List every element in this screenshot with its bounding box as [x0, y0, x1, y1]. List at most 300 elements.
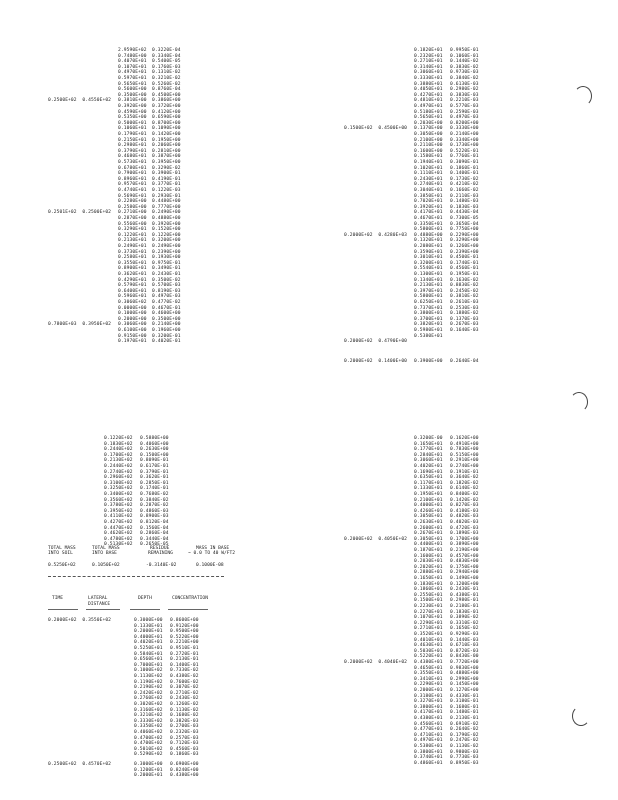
header-underline-3: [130, 609, 160, 610]
value-cell: 0.1000E+00: [118, 311, 147, 317]
value-cell: 0.4560E-01: [450, 266, 479, 272]
value-cell: 0.5220E+01: [414, 654, 443, 660]
value-cell: 0.9290E-03: [450, 632, 479, 637]
value-cell: 0.3550E+01: [118, 260, 147, 266]
value-cell: 0.1070E+01: [118, 64, 147, 70]
concentration-cell: 0.4560E-03: [170, 746, 199, 752]
value-cell: 0.4330E-01: [450, 693, 479, 699]
value-cell: 0.8270E-03: [450, 503, 479, 509]
value-cell: 0.7720E+00: [450, 660, 479, 665]
value-cell: 0.3340E+00: [450, 137, 479, 143]
value-cell: 0.3920E+00: [152, 221, 181, 227]
value-cell: 0.7480E+00: [118, 53, 147, 59]
value-cell: 0.4020E+01: [414, 464, 443, 469]
value-cell: 0.3920E+00: [118, 104, 147, 109]
value-cell: 0.2270E+01: [414, 609, 443, 615]
value-cell: 0.5540E+01: [414, 266, 443, 272]
value-cell: 0.3410E+01: [414, 676, 443, 682]
concentration-cell: 0.3820E-03: [170, 718, 199, 724]
value-cell: 0.2430E+01: [414, 176, 443, 182]
value-cell: 0.3140E+01: [414, 64, 443, 70]
value-cell: 0.1060E+01: [118, 126, 147, 132]
value-cell: 0.8950E-03: [450, 760, 479, 766]
value-cell: 0.2870E-02: [140, 503, 169, 509]
value-cell: 0.2100E+00: [414, 137, 443, 143]
depth-cell: 0.1000E+02: [134, 668, 163, 674]
row-label: 0.2000E+02 0.1400E+00: [344, 358, 408, 364]
value-cell: 0.1820E+01: [414, 48, 443, 53]
value-cell: 0.2650E-05: [140, 542, 169, 548]
value-cell: 0.5130E+02: [104, 542, 133, 548]
value-cell: 0.4260E+01: [414, 508, 443, 514]
depth-cell: 0.5250E+01: [134, 646, 163, 651]
value-cell: 0.1750E+00: [450, 564, 479, 570]
value-cell: 0.2320E+01: [414, 53, 443, 59]
value-cell: 0.4810E+01: [414, 98, 443, 104]
depth-cell: 0.5010E+02: [134, 746, 163, 752]
value-cell: 0.5730E+01: [118, 160, 147, 165]
value-cell: 0.2130E-01: [450, 716, 479, 721]
value-cell: 0.5800E+01: [414, 227, 443, 233]
value-cell: 0.4480E+00: [152, 199, 181, 205]
value-cell: 0.5790E+01: [118, 283, 147, 289]
value-cell: 0.4210E-02: [450, 182, 479, 188]
value-cell: 0.3250E+02: [104, 486, 133, 492]
summary-h3b: REMAINING: [148, 551, 173, 556]
value-cell: 0.3790E-01: [140, 469, 169, 475]
summary-h1: TOTAL MASS: [48, 546, 76, 551]
value-cell: 0.3890E+00: [450, 542, 479, 548]
summary-h4: MASS IN BASE: [196, 546, 230, 551]
value-cell: 0.3050E+00: [414, 132, 443, 137]
concentration-cell: 0.1860E-03: [170, 752, 199, 758]
value-cell: 0.1440E-03: [450, 637, 479, 643]
value-cell: 0.2110E+00: [414, 143, 443, 149]
value-cell: 0.2910E+00: [450, 458, 479, 464]
value-cell: 0.9750E-01: [152, 260, 181, 266]
depth-cell: 0.2760E+02: [134, 696, 163, 702]
value-cell: 0.2710E+00: [118, 210, 147, 216]
value-cell: 0.9830E+00: [450, 665, 479, 671]
value-cell: 0.1260E+00: [450, 244, 479, 249]
summary-h3: RESIDUE: [150, 546, 170, 551]
depth-cell: 0.2420E+02: [134, 690, 163, 696]
value-cell: 0.3740E+01: [414, 755, 443, 761]
value-cell: 0.8700E+00: [152, 120, 181, 126]
value-cell: 0.3180E-01: [450, 699, 479, 705]
value-cell: 0.2470E-02: [450, 738, 479, 744]
value-cell: 0.3500E+00: [152, 316, 181, 322]
value-cell: 0.2110E-03: [450, 193, 479, 199]
depth-cell: 0.1330E+01: [134, 623, 163, 629]
value-cell: 0.9950E-01: [450, 48, 479, 53]
value-cell: 0.1600E+01: [414, 553, 443, 559]
value-cell: 0.3350E+01: [414, 221, 443, 227]
value-cell: 0.2670E-03: [450, 322, 479, 328]
value-cell: 0.4430E-04: [450, 210, 479, 216]
value-cell: 0.2490E+00: [152, 244, 181, 249]
value-cell: 0.1480E-01: [450, 710, 479, 716]
value-cell: 0.1650E+01: [414, 441, 443, 447]
header-underline-2: [86, 609, 120, 610]
value-cell: 0.3970E+01: [414, 288, 443, 294]
value-cell: 0.2710E+01: [414, 59, 443, 65]
value-cell: 0.2740E+01: [414, 182, 443, 188]
value-cell: 0.5770E-03: [450, 104, 479, 109]
value-cell: 0.1220E+01: [118, 232, 147, 238]
value-cell: 0.2490E+01: [118, 244, 147, 249]
concentration-cell: 0.7120E-03: [170, 741, 199, 747]
value-cell: 0.3290E-02: [152, 165, 181, 171]
value-cell: 0.4070E+01: [118, 59, 147, 65]
value-cell: 0.3800E+01: [414, 749, 443, 755]
value-cell: 0.9800E-03: [450, 749, 479, 755]
value-cell: 0.2060E+00: [152, 143, 181, 149]
summary-h4b: ~ 0.0 TO 40 W/FT2: [188, 551, 236, 556]
value-cell: 0.4560E+01: [414, 721, 443, 727]
value-cell: 0.4500E+00: [152, 92, 181, 98]
value-cell: 0.3200E+00: [152, 238, 181, 244]
value-cell: 0.6400E+01: [118, 288, 147, 294]
concentration-cell: 0.1130E-02: [170, 707, 199, 713]
value-cell: 0.2670E+01: [414, 531, 443, 537]
value-cell: 0.3210E-02: [152, 76, 181, 81]
value-cell: 0.1060E-01: [450, 53, 479, 59]
value-cell: 0.3490E-01: [152, 266, 181, 272]
value-cell: 0.4880E+00: [152, 216, 181, 221]
value-cell: 0.1500E+00: [140, 452, 169, 458]
value-cell: 0.4710E+01: [414, 732, 443, 738]
value-cell: 0.1880E-02: [450, 311, 479, 317]
value-cell: 0.1830E+02: [104, 441, 133, 447]
value-cell: 0.1520E+00: [152, 227, 181, 233]
value-cell: 0.2640E-04: [450, 358, 479, 364]
value-cell: 0.1680E-01: [450, 704, 479, 710]
table-header-concentration: CONCENTRATION: [172, 596, 208, 601]
value-cell: 0.3720E+00: [152, 104, 181, 109]
value-cell: 0.1620E+00: [450, 436, 479, 441]
value-cell: 0.5800E+01: [414, 294, 443, 300]
value-cell: 0.5380E+01: [414, 744, 443, 749]
value-cell: 0.4380E+01: [414, 716, 443, 721]
concentration-cell: 0.4380E+00: [170, 773, 199, 779]
depth-cell: 0.3000E+00: [134, 618, 163, 623]
value-cell: 0.2580E+00: [118, 204, 147, 210]
value-cell: 0.2130E+02: [104, 458, 133, 464]
value-cell: 0.4880E+00: [450, 671, 479, 677]
value-cell: 0.4400E+01: [414, 542, 443, 548]
value-cell: 0.1630E-02: [450, 277, 479, 283]
value-cell: 0.4060E+00: [140, 441, 169, 447]
value-cell: 0.1650E-02: [450, 626, 479, 632]
value-cell: 0.1300E+01: [414, 272, 443, 277]
value-cell: 0.8120E-04: [140, 520, 169, 525]
depth-cell: 0.3350E+02: [134, 724, 163, 730]
value-cell: 0.4630E+01: [414, 643, 443, 649]
value-cell: 0.4820E-03: [450, 514, 479, 520]
value-cell: 0.8900E-03: [140, 514, 169, 520]
value-cell: 0.2190E+00: [450, 548, 479, 553]
value-cell: 0.1500E+01: [414, 598, 443, 604]
value-cell: 0.4770E-02: [152, 300, 181, 305]
value-cell: 0.3050E+01: [414, 514, 443, 520]
value-cell: 0.1560E-04: [140, 525, 169, 531]
value-cell: 0.1600E+00: [414, 148, 443, 154]
value-cell: 0.5000E+01: [118, 120, 147, 126]
value-cell: 0.4380E+01: [414, 660, 443, 665]
value-cell: 0.4570E+00: [450, 553, 479, 559]
value-cell: 0.3890E-02: [450, 615, 479, 621]
value-cell: 0.1070E+01: [414, 615, 443, 621]
table-header-time: TIME: [52, 596, 64, 601]
value-cell: 0.5560E+00: [118, 221, 147, 227]
value-cell: 0.2430E-01: [450, 587, 479, 593]
value-cell: 0.4830E+00: [450, 559, 479, 565]
value-cell: 0.6350E+01: [414, 475, 443, 481]
value-cell: 0.7750E+00: [450, 227, 479, 233]
value-cell: 0.3040E+01: [414, 188, 443, 193]
value-cell: 0.2020E+01: [414, 564, 443, 570]
concentration-cell: 0.2570E-03: [170, 735, 199, 741]
value-cell: 0.1090E+00: [152, 126, 181, 132]
value-cell: 0.5380E+01: [414, 333, 443, 339]
value-cell: 0.1700E+00: [450, 536, 479, 542]
value-cell: 0.2080E+01: [414, 244, 443, 249]
value-cell: 0.3010E+01: [414, 255, 443, 261]
value-cell: 0.6140E-02: [450, 486, 479, 492]
value-cell: 0.2210E-03: [450, 98, 479, 104]
value-cell: 0.4270E+02: [104, 520, 133, 525]
header-underline-4: [168, 609, 208, 610]
value-cell: 0.2630E+00: [140, 447, 169, 453]
value-cell: 0.7900E+01: [118, 171, 147, 177]
value-cell: 0.1490E+00: [450, 576, 479, 581]
value-cell: 0.4780E+02: [104, 536, 133, 542]
value-cell: 0.4650E+01: [414, 665, 443, 671]
value-cell: 0.2880E+01: [414, 570, 443, 576]
concentration-cell: 0.2700E-03: [170, 724, 199, 730]
value-cell: 0.6250E+01: [414, 300, 443, 305]
value-cell: 0.2290E+00: [450, 232, 479, 238]
concentration-cell: 0.9500E+00: [170, 629, 199, 635]
value-cell: 0.2550E+01: [414, 592, 443, 598]
value-cell: 0.3290E+00: [450, 238, 479, 244]
value-cell: 0.5880E+00: [140, 436, 169, 441]
value-cell: 0.6100E+00: [118, 328, 147, 333]
value-cell: 0.1330E+01: [414, 486, 443, 492]
value-cell: 0.1820E-02: [450, 480, 479, 486]
value-cell: 0.2390E+00: [152, 249, 181, 255]
value-cell: 0.1830E-01: [450, 609, 479, 615]
value-cell: 0.4120E+00: [152, 109, 181, 115]
depth-cell: 0.4000E+01: [134, 634, 163, 640]
value-cell: 0.2930E-01: [152, 193, 181, 199]
depth-cell: 0.1190E+02: [134, 679, 163, 685]
depth-cell: 0.6560E+01: [134, 657, 163, 663]
depth-cell: 0.5290E+02: [134, 752, 163, 758]
value-cell: 0.3730E+01: [118, 249, 147, 255]
concentration-cell: 0.9120E+00: [170, 623, 199, 629]
value-cell: 0.3820E+01: [414, 322, 443, 328]
value-cell: 0.3840E-02: [450, 76, 479, 81]
value-cell: 0.3290E+01: [118, 227, 147, 233]
value-cell: 0.2860E-04: [140, 531, 169, 537]
value-cell: 0.4910E+00: [450, 441, 479, 447]
value-cell: 0.1950E+00: [152, 137, 181, 143]
depth-cell: 0.3330E+02: [134, 718, 163, 724]
value-cell: 0.3640E-02: [450, 475, 479, 481]
value-cell: 0.3700E+01: [414, 316, 443, 322]
value-cell: 0.4670E+01: [414, 216, 443, 221]
value-cell: 0.1770E+01: [414, 447, 443, 453]
value-cell: 0.3520E+01: [414, 632, 443, 637]
value-cell: 0.4720E-03: [450, 525, 479, 531]
value-cell: 0.5980E+01: [414, 328, 443, 333]
value-cell: 0.1940E+01: [414, 160, 443, 165]
value-cell: 0.1400E-01: [450, 171, 479, 177]
value-cell: 0.1960E+00: [152, 328, 181, 333]
value-cell: 2.9590E+02: [118, 48, 147, 53]
value-cell: 0.3310E-02: [450, 620, 479, 626]
concentration-cell: 0.2430E-02: [170, 696, 199, 702]
value-cell: 0.1730E-02: [450, 176, 479, 182]
value-cell: 0.4860E-03: [140, 508, 169, 514]
value-cell: 0.4020E-03: [450, 520, 479, 525]
value-cell: 0.4970E-03: [450, 115, 479, 121]
value-cell: 0.3620E-01: [140, 475, 169, 481]
value-cell: 0.1370E+00: [414, 126, 443, 132]
value-cell: 0.3200E-00: [414, 436, 443, 441]
value-cell: 0.0000E+00: [118, 305, 147, 311]
value-cell: 0.7730E-03: [450, 755, 479, 761]
value-cell: 0.3500E-02: [152, 277, 181, 283]
row-label: 0.2000E+02 0.4050E+02: [344, 536, 408, 542]
value-cell: 0.2030E+01: [414, 559, 443, 565]
value-cell: 0.2390E+00: [450, 249, 479, 255]
value-cell: 0.4970E+01: [118, 70, 147, 76]
depth-cell: 0.4020E+01: [134, 640, 163, 646]
value-cell: 0.1740E-01: [140, 486, 169, 492]
value-cell: 0.1970E+01: [118, 339, 147, 345]
row-label: 0.2000E+02 0.4280E+03: [344, 232, 408, 238]
value-cell: 0.3920E+01: [414, 204, 443, 210]
summary-v1: 0.5250E+02: [48, 563, 76, 568]
value-cell: 0.1020E+01: [414, 165, 443, 171]
value-cell: 0.8090E-01: [140, 458, 169, 464]
value-cell: 0.4970E-03: [152, 294, 181, 300]
value-cell: 0.7760E-01: [450, 154, 479, 160]
value-cell: 0.7770E+00: [152, 204, 181, 210]
value-cell: 0.2870E+00: [118, 216, 147, 221]
value-cell: 0.3810E+00: [118, 98, 147, 104]
value-cell: 0.7300E-05: [450, 216, 479, 221]
value-cell: 0.6710E-03: [450, 643, 479, 649]
value-cell: 0.2140E+00: [450, 132, 479, 137]
value-cell: 0.1910E-01: [450, 469, 479, 475]
value-cell: 0.2490E+00: [152, 210, 181, 216]
summary-v2: 0.1050E+02: [92, 563, 120, 568]
row-label: 0.1500E+02 0.4500E+00: [344, 126, 408, 132]
value-cell: 0.4110E+02: [104, 514, 133, 520]
value-cell: 0.4970E+01: [414, 738, 443, 744]
summary-h2b: INTO BASE: [92, 551, 117, 556]
value-cell: 0.3560E+02: [104, 497, 133, 503]
value-cell: 0.1220E+02: [104, 436, 133, 441]
value-cell: 0.1580E+01: [414, 154, 443, 160]
value-cell: 0.8190E-03: [152, 288, 181, 294]
value-cell: 0.3200E+01: [414, 260, 443, 266]
value-cell: 0.3880E+01: [414, 81, 443, 87]
value-cell: 0.2180E-01: [450, 604, 479, 609]
value-cell: 0.7370E+01: [414, 305, 443, 311]
value-cell: 0.2100E+01: [414, 497, 443, 503]
value-cell: 0.1760E-03: [152, 64, 181, 70]
depth-cell: 0.3000E+00: [134, 761, 163, 767]
value-cell: 0.5260E-02: [152, 81, 181, 87]
concentration-cell: 0.7600E-02: [170, 679, 199, 685]
value-cell: 0.2990E+00: [450, 676, 479, 682]
concentration-cell: 0.5220E+00: [170, 634, 199, 640]
value-cell: 0.2280E+00: [118, 199, 147, 205]
value-cell: 0.4190E-01: [152, 176, 181, 182]
value-cell: 0.2740E+02: [104, 469, 133, 475]
value-cell: 0.5350E+00: [118, 115, 147, 121]
value-cell: 0.1690E+01: [414, 469, 443, 475]
concentration-cell: 0.4380E-02: [170, 674, 199, 679]
value-cell: 0.3900E-01: [152, 171, 181, 177]
value-cell: 0.3550E+01: [414, 671, 443, 677]
value-cell: 0.6910E-02: [450, 721, 479, 727]
value-cell: 0.2430E-01: [152, 272, 181, 277]
value-cell: 0.2290E+01: [414, 620, 443, 626]
value-cell: 0.4970E+01: [414, 104, 443, 109]
value-cell: 0.4170E+01: [414, 710, 443, 716]
value-cell: 0.3900E+00: [414, 358, 443, 364]
value-cell: 0.2150E+01: [118, 137, 147, 143]
value-cell: 0.3830E-02: [450, 64, 479, 70]
value-cell: 0.8200E+00: [450, 120, 479, 126]
value-cell: 0.4270E+01: [414, 92, 443, 98]
value-cell: 0.1790E+01: [118, 132, 147, 137]
value-cell: 0.3060E+02: [118, 300, 147, 305]
value-cell: 0.1200E+00: [450, 581, 479, 587]
concentration-cell: 0.1680E-02: [170, 713, 199, 719]
value-cell: 0.1950E+01: [414, 492, 443, 497]
value-cell: 0.8830E-02: [450, 283, 479, 289]
value-cell: 0.6780E+01: [118, 165, 147, 171]
depth-cell: 0.4700E+02: [134, 735, 163, 741]
value-cell: 0.1480E-03: [450, 199, 479, 205]
row-label: 0.2501E+02 0.2500E+02: [48, 210, 112, 216]
concentration-cell: 0.8600E+00: [170, 618, 199, 623]
value-cell: 0.1740E-01: [450, 260, 479, 266]
value-cell: 0.4290E+01: [118, 277, 147, 283]
value-cell: 0.4020E-01: [152, 339, 181, 345]
value-cell: 0.3800E+01: [414, 704, 443, 710]
value-cell: 0.2960E+02: [104, 475, 133, 481]
concentration-cell: 0.8240E+00: [170, 767, 199, 773]
value-cell: 0.9570E+01: [118, 182, 147, 188]
value-cell: 0.1270E+00: [450, 688, 479, 693]
binder-hole-mark: [574, 86, 592, 106]
concentration-cell: 0.1260E-02: [170, 702, 199, 707]
value-cell: 0.8960E+01: [118, 176, 147, 182]
value-cell: 0.3330E+00: [450, 126, 479, 132]
value-cell: 0.1700E+02: [104, 452, 133, 458]
value-cell: 0.1640E-03: [450, 328, 479, 333]
value-cell: 0.2850E-01: [140, 480, 169, 486]
depth-cell: 0.7000E+01: [134, 662, 163, 668]
